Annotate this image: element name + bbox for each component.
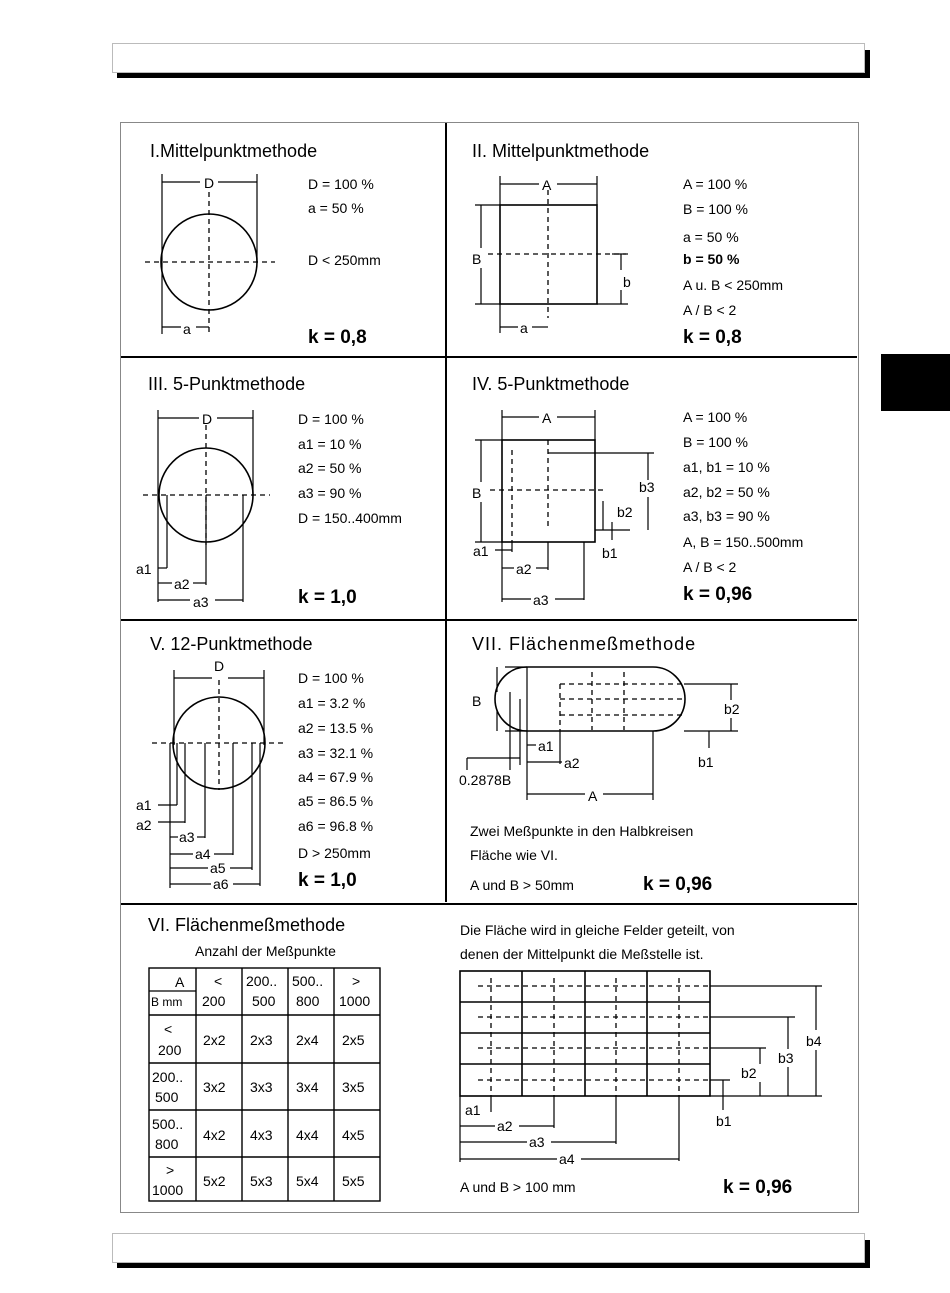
label-D: D — [204, 175, 215, 191]
label-a1: a1 — [136, 797, 152, 813]
table-cell: 2x5 — [342, 1032, 365, 1048]
label-a3: a3 — [179, 829, 195, 845]
k-factor: k = 1,0 — [298, 587, 357, 608]
row-header: > — [166, 1162, 175, 1178]
label-a4: a4 — [195, 846, 211, 862]
label-B: B — [472, 693, 482, 709]
label-a3: a3 — [193, 594, 209, 610]
label-a3: a3 — [533, 592, 549, 608]
spec-line: D = 100 % — [298, 411, 364, 427]
label-A: A — [542, 177, 552, 193]
spec-line: A = 100 % — [683, 409, 748, 425]
panel-4 — [472, 374, 803, 608]
label-b2: b2 — [741, 1065, 757, 1081]
label-D: D — [202, 411, 213, 427]
table-cell: 2x2 — [203, 1032, 226, 1048]
spec-line: a2 = 13.5 % — [298, 720, 374, 736]
col-header: 200.. — [246, 973, 278, 989]
table-cell: 5x5 — [342, 1173, 365, 1189]
condition: A und B > 50mm — [470, 877, 574, 893]
k-factor: k = 0,96 — [723, 1177, 793, 1198]
label-a1: a1 — [473, 543, 489, 559]
label-a2: a2 — [564, 755, 580, 771]
spec-line: a3, b3 = 90 % — [683, 508, 770, 524]
panel-2 — [472, 141, 783, 348]
col-header: 200 — [202, 993, 226, 1009]
label-b2: b2 — [617, 504, 633, 520]
corner-label-bottom: B mm — [151, 995, 183, 1009]
label-0-2878B: 0.2878B — [459, 772, 512, 788]
label-a1: a1 — [465, 1102, 481, 1118]
col-header: 800 — [296, 993, 320, 1009]
spec-line: D > 250mm — [298, 845, 371, 861]
spec-line: a1 = 10 % — [298, 436, 362, 452]
spec-line: D = 100 % — [298, 670, 364, 686]
spec-line: a = 50 % — [683, 229, 739, 245]
description: Die Fläche wird in gleiche Felder geteilt, von — [460, 922, 735, 938]
spec-line: a3 = 90 % — [298, 485, 362, 501]
panel-4-title: IV. 5-Punktmethode — [472, 374, 630, 394]
label-a2: a2 — [516, 561, 532, 577]
label-D: D — [214, 658, 225, 674]
label-b2: b2 — [724, 701, 740, 717]
spec-line: a1, b1 = 10 % — [683, 459, 770, 475]
label-a2: a2 — [497, 1118, 513, 1134]
spec-line: A, B = 150..500mm — [683, 534, 804, 550]
description: denen der Mittelpunkt die Meßstelle ist. — [460, 946, 704, 962]
label-b1: b1 — [602, 545, 618, 561]
label-a1: a1 — [538, 738, 554, 754]
spec-line: a4 = 67.9 % — [298, 769, 374, 785]
col-header: 500 — [252, 993, 276, 1009]
label-A: A — [588, 788, 598, 804]
label-a2: a2 — [174, 576, 190, 592]
spec-line: b = 50 % — [683, 251, 740, 267]
row-header: 500.. — [152, 1116, 184, 1132]
spec-line: D < 250mm — [308, 252, 381, 268]
panel-5 — [136, 634, 373, 892]
spec-line: a3 = 32.1 % — [298, 745, 374, 761]
label-a5: a5 — [210, 860, 226, 876]
panel-3-title: III. 5-Punktmethode — [148, 374, 306, 394]
table-cell: 3x3 — [250, 1079, 273, 1095]
table-cell: 3x5 — [342, 1079, 365, 1095]
col-header: 500.. — [292, 973, 324, 989]
table-cell: 4x2 — [203, 1127, 226, 1143]
spec-line: A u. B < 250mm — [683, 277, 783, 293]
panel-6-title: VI. Flächenmeßmethode — [148, 915, 346, 935]
label-A: A — [542, 410, 552, 426]
col-header: < — [214, 973, 223, 989]
measurement-table — [149, 968, 380, 1201]
table-cell: 4x5 — [342, 1127, 365, 1143]
spec-line: a1 = 3.2 % — [298, 695, 366, 711]
table-cell: 5x2 — [203, 1173, 226, 1189]
table-cell: 2x4 — [296, 1032, 319, 1048]
row-header: 200 — [158, 1042, 182, 1058]
note: Fläche wie VI. — [470, 847, 558, 863]
panel-6 — [148, 915, 380, 1201]
condition: A und B > 100 mm — [460, 1179, 576, 1195]
spec-line: a6 = 96.8 % — [298, 818, 374, 834]
table-cell: 4x3 — [250, 1127, 273, 1143]
label-a4: a4 — [559, 1151, 575, 1167]
spec-line: a5 = 86.5 % — [298, 793, 374, 809]
label-b3: b3 — [778, 1050, 794, 1066]
spec-line: A = 100 % — [683, 176, 748, 192]
k-factor: k = 0,8 — [308, 327, 367, 348]
label-a2: a2 — [136, 817, 152, 833]
panel-1 — [145, 141, 381, 348]
spec-line: D = 100 % — [308, 176, 374, 192]
row-header: 800 — [155, 1136, 179, 1152]
label-a: a — [183, 321, 191, 337]
k-factor: k = 0,96 — [683, 584, 753, 605]
k-factor: k = 0,96 — [643, 874, 713, 895]
spec-line: B = 100 % — [683, 201, 748, 217]
spec-line: a2 = 50 % — [298, 460, 362, 476]
panel-3 — [136, 374, 402, 610]
panel-8 — [460, 922, 822, 1198]
table-cell: 2x3 — [250, 1032, 273, 1048]
panel-7 — [459, 634, 740, 895]
row-header: 500 — [155, 1089, 179, 1105]
panel-5-title: V. 12-Punktmethode — [150, 634, 313, 654]
spec-line: B = 100 % — [683, 434, 748, 450]
label-b: b — [623, 274, 631, 290]
panel-6-subtitle: Anzahl der Meßpunkte — [195, 943, 336, 959]
spec-line: A / B < 2 — [683, 302, 737, 318]
note: Zwei Meßpunkte in den Halbkreisen — [470, 823, 694, 839]
label-b4: b4 — [806, 1033, 822, 1049]
label-B: B — [472, 485, 482, 501]
label-a: a — [520, 320, 528, 336]
k-factor: k = 1,0 — [298, 870, 357, 891]
table-cell: 3x4 — [296, 1079, 319, 1095]
corner-label-top: A — [175, 974, 185, 990]
label-b1: b1 — [716, 1113, 732, 1129]
col-header: 1000 — [339, 993, 371, 1009]
row-header: 1000 — [152, 1182, 184, 1198]
table-cell: 4x4 — [296, 1127, 319, 1143]
label-a1: a1 — [136, 561, 152, 577]
table-cell: 5x3 — [250, 1173, 273, 1189]
label-b1: b1 — [698, 754, 714, 770]
k-factor: k = 0,8 — [683, 327, 742, 348]
spec-line: A / B < 2 — [683, 559, 737, 575]
label-B: B — [472, 251, 482, 267]
spec-line: a2, b2 = 50 % — [683, 484, 770, 500]
panel-1-title: I.Mittelpunktmethode — [150, 141, 318, 161]
table-cell: 3x2 — [203, 1079, 226, 1095]
row-header: 200.. — [152, 1069, 184, 1085]
label-a3: a3 — [529, 1134, 545, 1150]
table-cell: 5x4 — [296, 1173, 319, 1189]
col-header: > — [352, 973, 361, 989]
spec-line: D = 150..400mm — [298, 510, 402, 526]
spec-line: a = 50 % — [308, 200, 364, 216]
panel-7-title: VII. Flächenmeßmethode — [472, 634, 697, 654]
panel-2-title: II. Mittelpunktmethode — [472, 141, 650, 161]
row-header: < — [164, 1021, 173, 1037]
label-b3: b3 — [639, 479, 655, 495]
label-a6: a6 — [213, 876, 229, 892]
